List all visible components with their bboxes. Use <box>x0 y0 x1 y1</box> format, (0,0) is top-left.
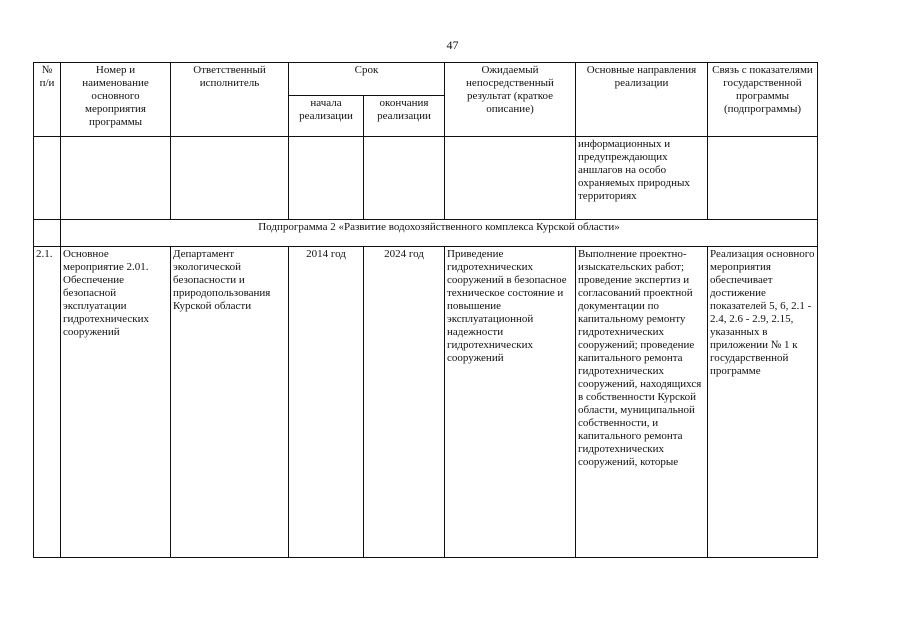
row-start: 2014 год <box>289 247 364 558</box>
table-row <box>34 247 818 558</box>
row-link: Реализация основного мероприятия обеспечивает достижение показателей 5, 6, 2.1 - 2.4, 2.6 - 2.9, 2.15, указанных в приложении № 1 к государственной программе <box>708 247 818 558</box>
cont-directions-cell: информационных и предупреждающих аншлагов на особо охраняемых природных территориях <box>576 137 708 220</box>
cont-start-cell <box>289 137 364 220</box>
cont-result-cell <box>445 137 576 220</box>
header-start: начала реализации <box>289 96 364 137</box>
header-name: Номер и наименование основного мероприятия программы <box>61 63 171 137</box>
header-directions: Основные направления реализации <box>576 63 708 137</box>
cont-executor-cell <box>171 137 289 220</box>
header-executor: Ответственный исполнитель <box>171 63 289 137</box>
header-num: № п/и <box>34 63 61 137</box>
header-link: Связь с показателями государственной программы (подпрограммы) <box>708 63 818 137</box>
header-result: Ожидаемый непосредственный результат (краткое описание) <box>445 63 576 137</box>
cont-link-cell <box>708 137 818 220</box>
continuation-row <box>34 137 818 220</box>
program-table <box>33 62 818 558</box>
subprogram-title: Подпрограмма 2 «Развитие водохозяйственного комплекса Курской области» <box>61 220 818 247</box>
row-name: Основное мероприятие 2.01. Обеспечение безопасной эксплуатации гидротехнических сооружений <box>61 247 171 558</box>
subprogram-num-cell <box>34 220 61 247</box>
row-num: 2.1. <box>34 247 61 558</box>
row-end: 2024 год <box>364 247 445 558</box>
cont-num-cell <box>34 137 61 220</box>
page-number: 47 <box>446 38 459 52</box>
cont-name-cell <box>61 137 171 220</box>
subprogram-row <box>34 220 818 247</box>
header-end: окончания реализации <box>364 96 445 137</box>
header-row-1 <box>34 63 818 96</box>
row-directions: Выполнение проектно-изыскательских работ; проведение экспертиз и согласований проектной документации по капитальному ремонту гидротехнических сооружений; проведение капитального ремонта гидротехнических сооружений, находящихся в собственности Курской области, муниципальной собственности, и капитального ремонта гидротехнических сооружений, которые <box>576 247 708 558</box>
row-executor: Департамент экологической безопасности и природопользования Курской области <box>171 247 289 558</box>
header-term: Срок <box>289 63 445 96</box>
row-result: Приведение гидротехнических сооружений в безопасное техническое состояние и повышение эксплуатационной надежности гидротехнических сооружений <box>445 247 576 558</box>
cont-end-cell <box>364 137 445 220</box>
